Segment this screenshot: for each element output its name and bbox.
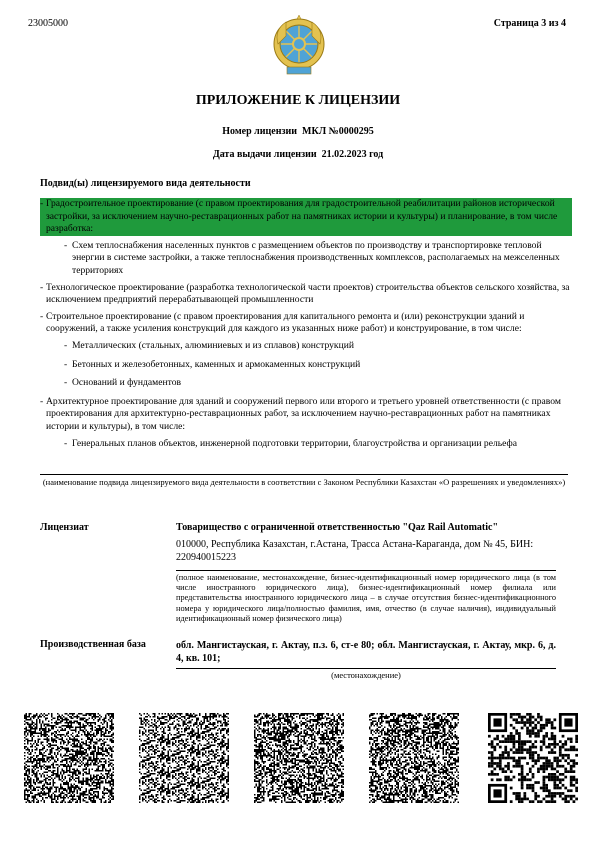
qr-code-icon [488, 713, 578, 803]
activity-section-label: Подвид(ы) лицензируемого вида деятельности [40, 178, 251, 189]
barcode-icon [24, 713, 114, 803]
licensee-address: 010000, Республика Казахстан, г.Астана, Трасса Астана-Караганда, дом № 45, БИН: 220940015223 [176, 539, 534, 563]
activity-subitem: - Генеральных планов объектов, инженерной подготовки территории, благоустройства и организации рельефа [64, 437, 517, 449]
activity-subitem: - Металлических (стальных, алюминиевых и из сплавов) конструкций [64, 339, 354, 351]
activity-list [40, 198, 570, 450]
activity-item: - Строительное проектирование (с правом проектирования для капитального ремонта и (или) реконструкции зданий и сооружений, а также усиления конструкций для каждого из указанных ниже работ) и конструирование, в том числе: [40, 310, 525, 335]
activity-item: - Архитектурное проектирование для зданий и сооружений первого или второго и третьего уровней ответственности (с правом проектирования для архитектурно-реставрационных работ, за исключением научно-реставрационных работ на памятниках истории и культуры), в том числе: [40, 395, 561, 432]
page-title: ПРИЛОЖЕНИЕ К ЛИЦЕНЗИИ [195, 93, 401, 108]
activity-item: - Технологическое проектирование (разработка технологической части проектов) строительства объектов сельского хозяйства, за исключением предприятий перерабатывающей промышленности [40, 281, 570, 306]
state-emblem-icon [272, 14, 326, 78]
license-number-row [0, 126, 596, 137]
production-value: обл. Мангистауская, г. Актау, п.з. 6, ст-е 80; обл. Мангистауская, г. Актау, мкр. 6, д. 4, кв. 101; [176, 640, 556, 664]
divider [40, 474, 568, 475]
licensee-label: Лицензиат [40, 522, 89, 533]
activity-subitem: - Оснований и фундаментов [64, 377, 182, 389]
barcode-icon [139, 713, 229, 803]
license-number-value: МКЛ №0000295 [302, 126, 374, 137]
production-note: (местонахождение) [331, 670, 401, 680]
production-label: Производственная база [40, 639, 146, 650]
license-date-row [0, 149, 596, 160]
barcode-icon [369, 713, 459, 803]
page-indicator: Страница 3 из 4 [493, 18, 566, 29]
divider [176, 668, 556, 669]
license-date-value: 21.02.2023 год [321, 149, 384, 160]
document-number: 23005000 [28, 18, 68, 29]
licensee-block [176, 522, 556, 564]
activity-subitem: - Бетонных и железобетонных, каменных и армокаменных конструкций [64, 358, 361, 370]
license-number-label: Номер лицензии [222, 126, 298, 137]
activity-note: (наименование подвида лицензируемого вида деятельности в соответствии с Законом Республики Казахстан «О разрешениях и уведомлениях») [42, 477, 566, 487]
barcode-icon [254, 713, 344, 803]
activity-item: - Градостроительное проектирование (с правом проектирования для градостроительной реабилитации районов исторической застройки, за исключением научно-реставрационных работ на памятниках истории и культуры) и планирование, в том числе разработка: [40, 198, 572, 236]
divider [176, 570, 556, 571]
license-date-label: Дата выдачи лицензии [212, 149, 317, 160]
licensee-name: Товарищество с ограниченной ответственностью "Qaz Rail Automatic" [176, 522, 498, 533]
activity-subitem: - Схем теплоснабжения населенных пунктов с размещением объектов по производству и транспортировке тепловой энергии в системе застройки, а также теплоснабжения производственных комплексов, располагаемых на межселенных территориях [64, 239, 560, 276]
licensee-note: (полное наименование, местонахождение, бизнес-идентификационный номер юридического лица (в том числе иностранного юридического лица), бизнес-идентификационный номер филиала или представительства иностранного юридического лица – в случае отсутствия бизнес-идентификационного номера у юридического лица/полностью фамилия, имя, отчество (в случае наличия), индивидуальный идентификационный номер физического лица) [176, 573, 556, 623]
